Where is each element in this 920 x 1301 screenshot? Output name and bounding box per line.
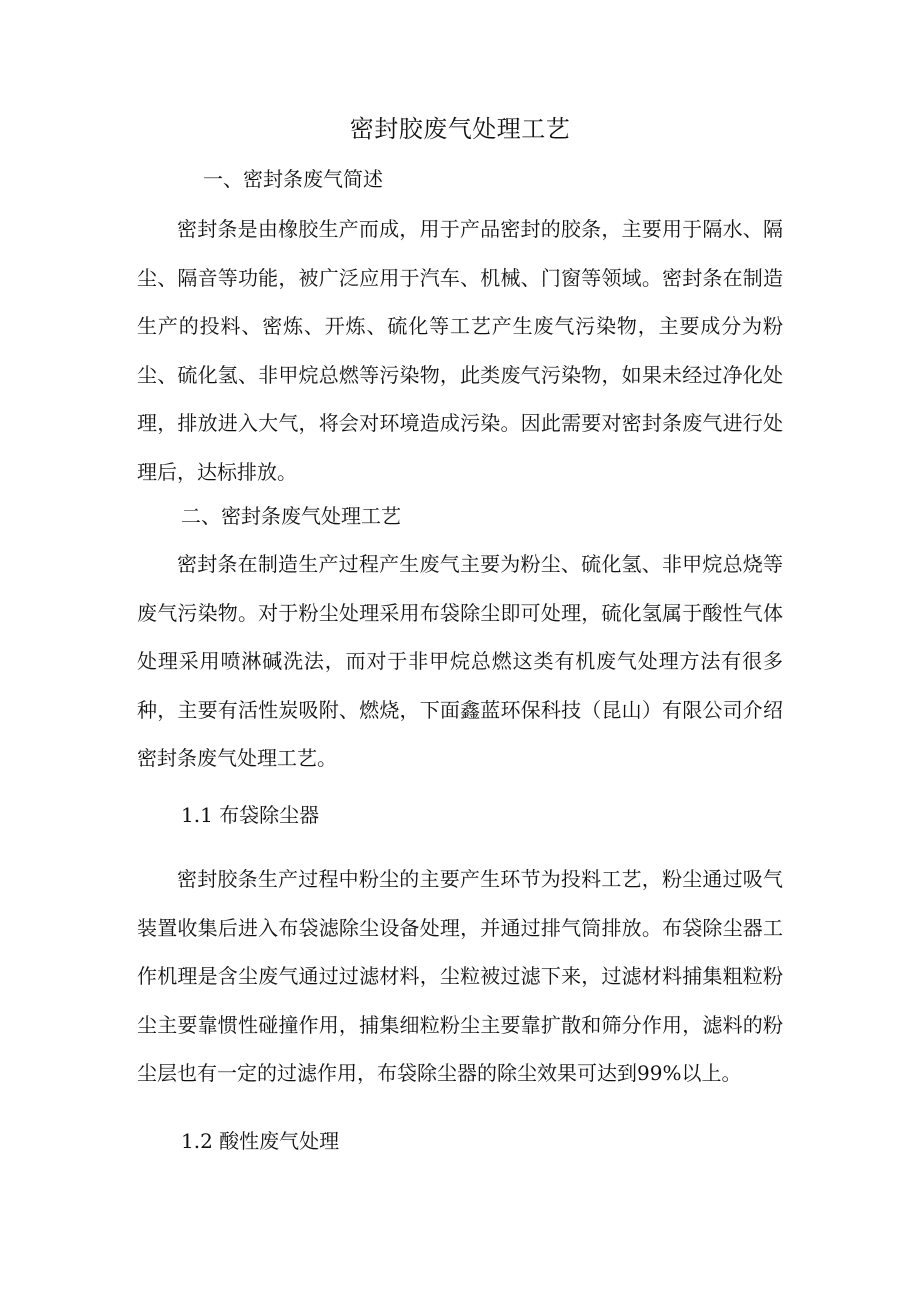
section-paragraph-process: 密封条在制造生产过程产生废气主要为粉尘、硫化氢、非甲烷总烧等废气污染物。对于粉尘处理采用布袋除尘即可处理，硫化氢属于酸性气体处理采用喷淋碱洗法，而对于非甲烷总燃这类有机废气处理方法有很多种，主要有活性炭吸附、燃烧，下面鑫蓝环保科技（昆山）有限公司介绍密封条废气处理工艺。 <box>137 552 783 770</box>
section-heading-overview: 一、密封条废气简述 <box>203 167 383 191</box>
section-paragraph-overview: 密封条是由橡胶生产而成，用于产品密封的胶条，主要用于隔水、隔尘、隔音等功能，被广泛应用于汽车、机械、门窗等领域。密封条在制造生产的投料、密炼、开炼、硫化等工艺产生废气污染物，主要成分为粉尘、硫化氢、非甲烷总燃等污染物，此类废气污染物，如果未经过净化处理，排放进入大气，将会对环境造成污染。因此需要对密封条废气进行处理后，达标排放。 <box>137 217 783 484</box>
section-heading-process: 二、密封条废气处理工艺 <box>181 504 401 528</box>
subsection-heading-bag-filter: 1.1 布袋除尘器 <box>181 803 320 827</box>
subsection-paragraph-bag-filter: 密封胶条生产过程中粉尘的主要产生环节为投料工艺，粉尘通过吸气装置收集后进入布袋滤除尘设备处理，并通过排气筒排放。布袋除尘器工作机理是含尘废气通过过滤材料，尘粒被过滤下来，过滤材料捕集粗粒粉尘主要靠惯性碰撞作用，捕集细粒粉尘主要靠扩散和筛分作用，滤料的粉尘层也有一定的过滤作用，布袋除尘器的除尘效果可达到99%以上。 <box>137 867 783 1085</box>
document-title: 密封胶废气处理工艺 <box>349 115 571 143</box>
subsection-heading-acid-gas: 1.2 酸性废气处理 <box>181 1129 340 1153</box>
